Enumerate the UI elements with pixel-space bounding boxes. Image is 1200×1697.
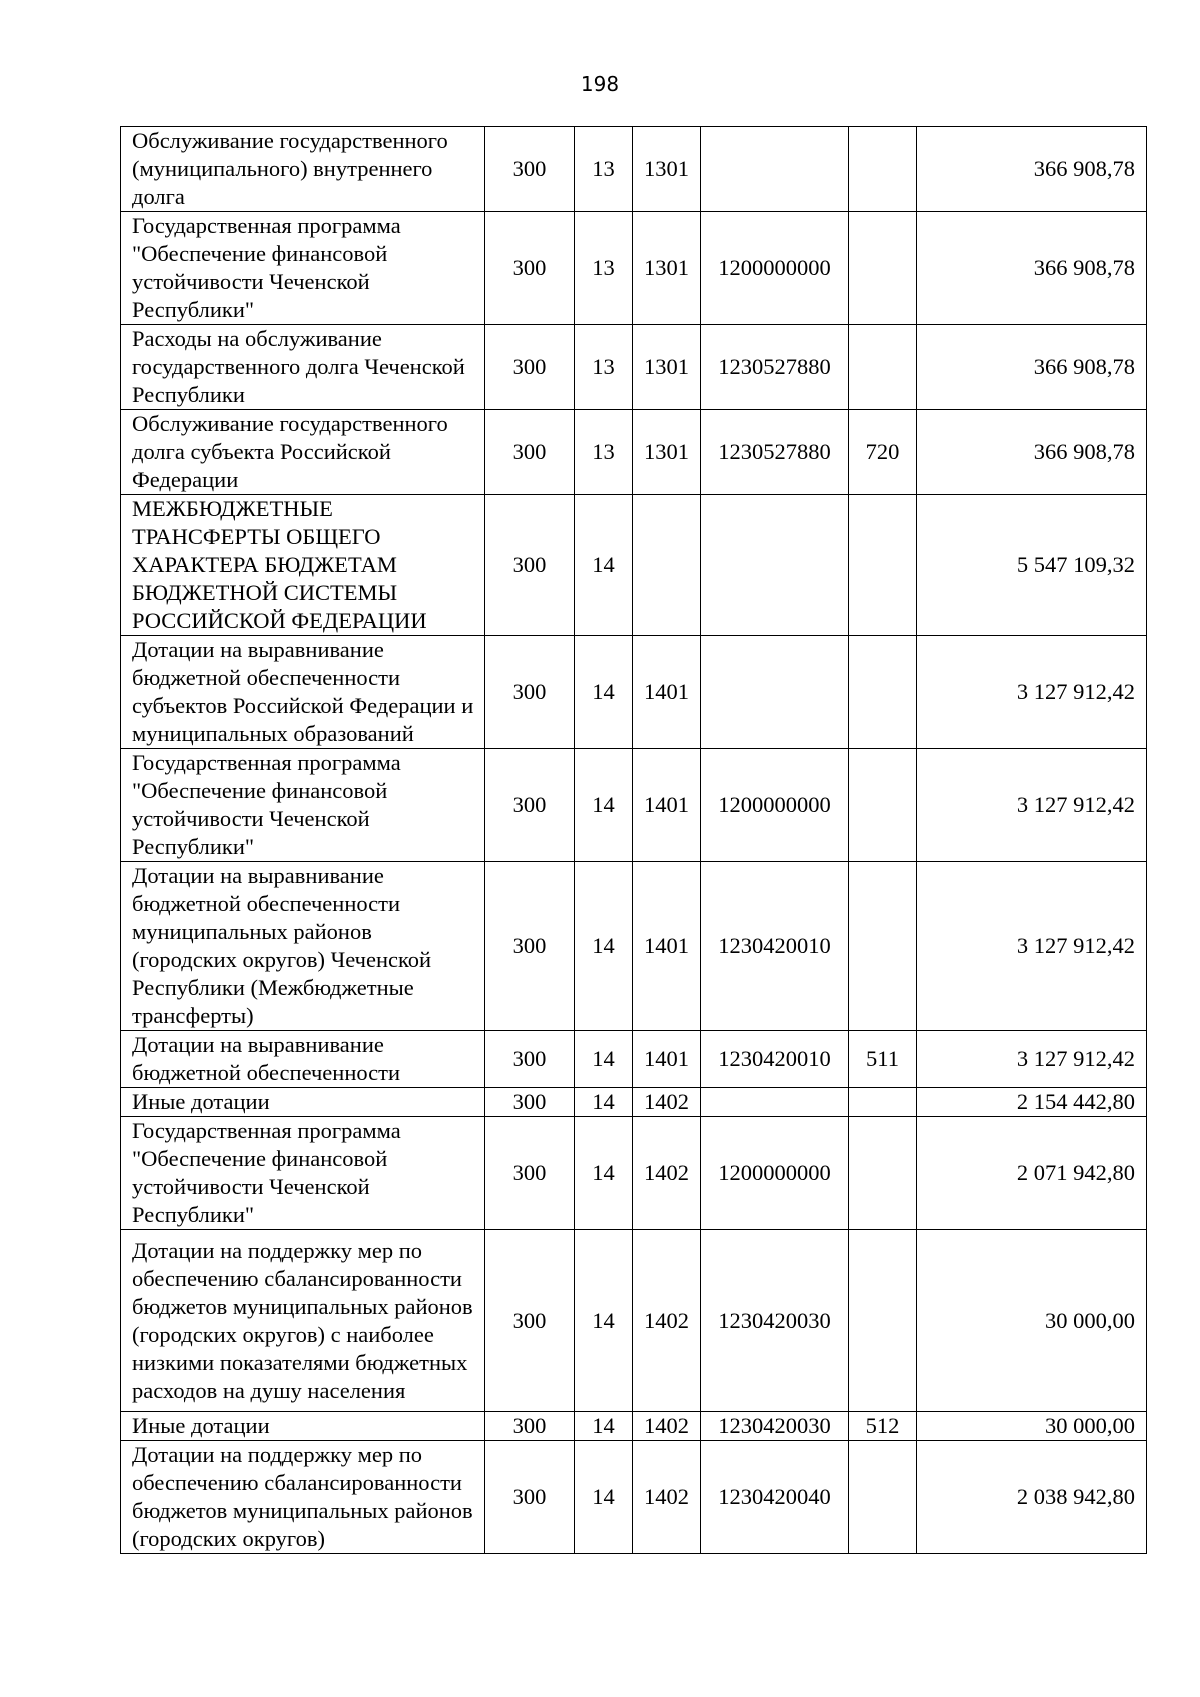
cell-ministry-code: 300 bbox=[485, 325, 575, 410]
cell-target-article: 1230420030 bbox=[701, 1412, 849, 1441]
cell-section-code: 14 bbox=[575, 636, 633, 749]
cell-expense-type bbox=[849, 1117, 917, 1230]
cell-expense-type bbox=[849, 1441, 917, 1554]
cell-expense-type bbox=[849, 636, 917, 749]
table-row bbox=[121, 1088, 1147, 1117]
cell-subsection-code: 1402 bbox=[633, 1412, 701, 1441]
cell-subsection-code: 1402 bbox=[633, 1441, 701, 1554]
cell-amount: 3 127 912,42 bbox=[917, 636, 1147, 749]
cell-name: Иные дотации bbox=[121, 1088, 485, 1117]
cell-ministry-code: 300 bbox=[485, 1441, 575, 1554]
cell-ministry-code: 300 bbox=[485, 1412, 575, 1441]
cell-section-code: 14 bbox=[575, 1088, 633, 1117]
cell-amount: 366 908,78 bbox=[917, 410, 1147, 495]
table-row bbox=[121, 749, 1147, 862]
cell-amount: 30 000,00 bbox=[917, 1230, 1147, 1412]
cell-target-article: 1230420040 bbox=[701, 1441, 849, 1554]
table-row bbox=[121, 636, 1147, 749]
cell-target-article bbox=[701, 127, 849, 212]
cell-amount: 366 908,78 bbox=[917, 325, 1147, 410]
cell-ministry-code: 300 bbox=[485, 127, 575, 212]
table-row bbox=[121, 410, 1147, 495]
cell-section-code: 14 bbox=[575, 1412, 633, 1441]
cell-section-code: 13 bbox=[575, 127, 633, 212]
cell-expense-type bbox=[849, 862, 917, 1031]
cell-target-article: 1230420010 bbox=[701, 862, 849, 1031]
cell-ministry-code: 300 bbox=[485, 1031, 575, 1088]
table-row bbox=[121, 862, 1147, 1031]
budget-table bbox=[120, 126, 1147, 1554]
cell-subsection-code: 1401 bbox=[633, 636, 701, 749]
cell-ministry-code: 300 bbox=[485, 749, 575, 862]
cell-amount: 366 908,78 bbox=[917, 212, 1147, 325]
cell-target-article: 1200000000 bbox=[701, 1117, 849, 1230]
cell-section-code: 14 bbox=[575, 749, 633, 862]
cell-target-article bbox=[701, 636, 849, 749]
table-row bbox=[121, 495, 1147, 636]
table-row bbox=[121, 127, 1147, 212]
table-row bbox=[121, 1230, 1147, 1412]
cell-ministry-code: 300 bbox=[485, 410, 575, 495]
cell-ministry-code: 300 bbox=[485, 212, 575, 325]
cell-section-code: 14 bbox=[575, 1031, 633, 1088]
cell-name: Иные дотации bbox=[121, 1412, 485, 1441]
cell-subsection-code: 1402 bbox=[633, 1117, 701, 1230]
cell-amount: 366 908,78 bbox=[917, 127, 1147, 212]
cell-name: Дотации на поддержку мер по обеспечению сбалансированности бюджетов муниципальных районов (городских округов) с наиболее низкими показателями бюджетных расходов на душу населения bbox=[121, 1230, 485, 1412]
cell-target-article bbox=[701, 1088, 849, 1117]
cell-name: Обслуживание государственного (муниципального) внутреннего долга bbox=[121, 127, 485, 212]
table-row bbox=[121, 325, 1147, 410]
cell-name: Дотации на выравнивание бюджетной обеспеченности муниципальных районов (городских округов) Чеченской Республики (Межбюджетные трансферты) bbox=[121, 862, 485, 1031]
cell-section-code: 14 bbox=[575, 1441, 633, 1554]
table-row bbox=[121, 212, 1147, 325]
table-row bbox=[121, 1117, 1147, 1230]
cell-section-code: 14 bbox=[575, 495, 633, 636]
cell-name: Государственная программа "Обеспечение финансовой устойчивости Чеченской Республики" bbox=[121, 1117, 485, 1230]
cell-ministry-code: 300 bbox=[485, 1088, 575, 1117]
cell-amount: 3 127 912,42 bbox=[917, 1031, 1147, 1088]
cell-name: Дотации на поддержку мер по обеспечению сбалансированности бюджетов муниципальных районов (городских округов) bbox=[121, 1441, 485, 1554]
cell-target-article: 1230420030 bbox=[701, 1230, 849, 1412]
cell-ministry-code: 300 bbox=[485, 862, 575, 1031]
cell-expense-type bbox=[849, 1230, 917, 1412]
cell-expense-type bbox=[849, 749, 917, 862]
cell-section-code: 13 bbox=[575, 410, 633, 495]
table-row bbox=[121, 1441, 1147, 1554]
cell-target-article: 1230420010 bbox=[701, 1031, 849, 1088]
budget-table-body bbox=[121, 127, 1147, 1554]
table-row bbox=[121, 1031, 1147, 1088]
cell-subsection-code: 1301 bbox=[633, 127, 701, 212]
cell-amount: 2 154 442,80 bbox=[917, 1088, 1147, 1117]
cell-target-article: 1200000000 bbox=[701, 212, 849, 325]
cell-expense-type bbox=[849, 1088, 917, 1117]
cell-subsection-code: 1401 bbox=[633, 749, 701, 862]
cell-ministry-code: 300 bbox=[485, 1117, 575, 1230]
cell-amount: 3 127 912,42 bbox=[917, 862, 1147, 1031]
cell-name: Дотации на выравнивание бюджетной обеспеченности субъектов Российской Федерации и муниципальных образований bbox=[121, 636, 485, 749]
cell-subsection-code: 1402 bbox=[633, 1230, 701, 1412]
cell-expense-type bbox=[849, 127, 917, 212]
cell-name: Государственная программа "Обеспечение финансовой устойчивости Чеченской Республики" bbox=[121, 212, 485, 325]
cell-section-code: 13 bbox=[575, 325, 633, 410]
cell-name: Обслуживание государственного долга субъекта Российской Федерации bbox=[121, 410, 485, 495]
cell-expense-type: 512 bbox=[849, 1412, 917, 1441]
cell-name: Расходы на обслуживание государственного долга Чеченской Республики bbox=[121, 325, 485, 410]
cell-target-article: 1230527880 bbox=[701, 410, 849, 495]
cell-section-code: 14 bbox=[575, 1117, 633, 1230]
cell-expense-type: 511 bbox=[849, 1031, 917, 1088]
table-row bbox=[121, 1412, 1147, 1441]
page-number: 198 bbox=[580, 72, 620, 96]
cell-amount: 3 127 912,42 bbox=[917, 749, 1147, 862]
cell-ministry-code: 300 bbox=[485, 495, 575, 636]
cell-amount: 2 038 942,80 bbox=[917, 1441, 1147, 1554]
cell-target-article: 1200000000 bbox=[701, 749, 849, 862]
cell-subsection-code bbox=[633, 495, 701, 636]
cell-name: Государственная программа "Обеспечение финансовой устойчивости Чеченской Республики" bbox=[121, 749, 485, 862]
cell-amount: 2 071 942,80 bbox=[917, 1117, 1147, 1230]
cell-amount: 5 547 109,32 bbox=[917, 495, 1147, 636]
cell-subsection-code: 1301 bbox=[633, 410, 701, 495]
cell-target-article: 1230527880 bbox=[701, 325, 849, 410]
cell-expense-type bbox=[849, 325, 917, 410]
cell-ministry-code: 300 bbox=[485, 636, 575, 749]
cell-name: Дотации на выравнивание бюджетной обеспеченности bbox=[121, 1031, 485, 1088]
cell-name: МЕЖБЮДЖЕТНЫЕ ТРАНСФЕРТЫ ОБЩЕГО ХАРАКТЕРА БЮДЖЕТАМ БЮДЖЕТНОЙ СИСТЕМЫ РОССИЙСКОЙ ФЕДЕРАЦИИ bbox=[121, 495, 485, 636]
cell-section-code: 14 bbox=[575, 862, 633, 1031]
cell-section-code: 14 bbox=[575, 1230, 633, 1412]
cell-subsection-code: 1301 bbox=[633, 325, 701, 410]
cell-subsection-code: 1401 bbox=[633, 862, 701, 1031]
cell-subsection-code: 1402 bbox=[633, 1088, 701, 1117]
cell-amount: 30 000,00 bbox=[917, 1412, 1147, 1441]
cell-target-article bbox=[701, 495, 849, 636]
cell-subsection-code: 1401 bbox=[633, 1031, 701, 1088]
cell-section-code: 13 bbox=[575, 212, 633, 325]
cell-expense-type bbox=[849, 495, 917, 636]
cell-expense-type bbox=[849, 212, 917, 325]
cell-subsection-code: 1301 bbox=[633, 212, 701, 325]
cell-expense-type: 720 bbox=[849, 410, 917, 495]
cell-ministry-code: 300 bbox=[485, 1230, 575, 1412]
